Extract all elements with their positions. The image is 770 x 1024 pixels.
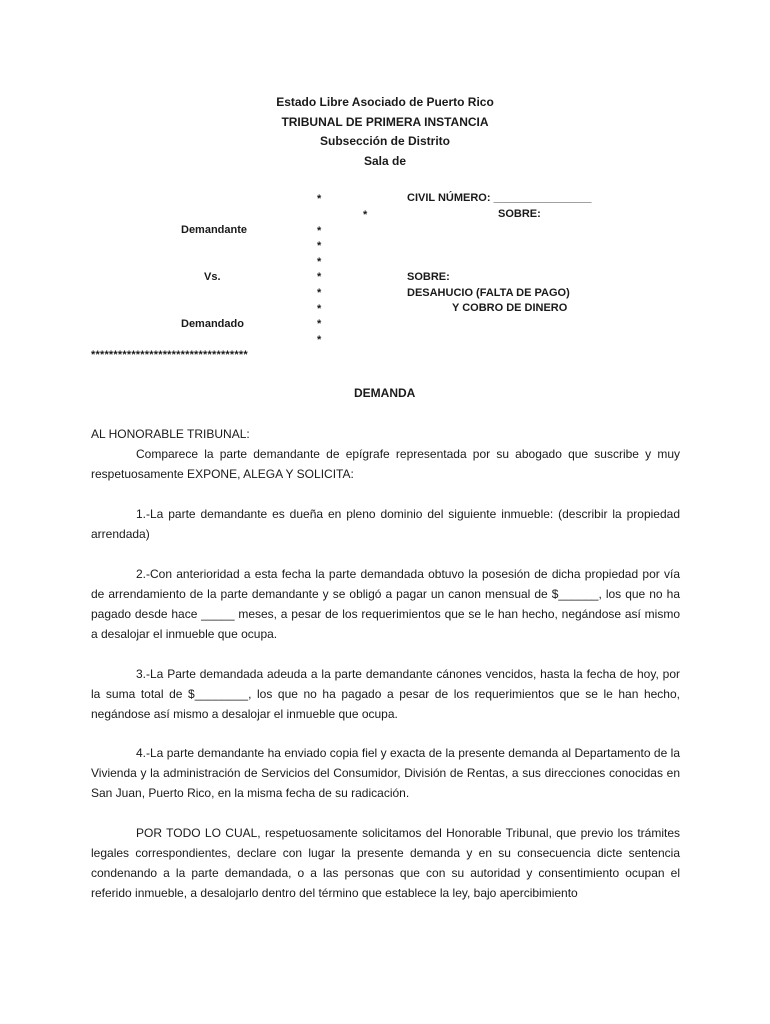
civil-number-field: CIVIL NÚMERO: ________________	[407, 192, 592, 204]
paragraph-4: 4.-La parte demandante ha enviado copia fiel y exacta de la presente demanda al Departamento de la Vivienda y la administración de Servicios del Consumidor, División de Rentas, a sus direcciones conocidas en San Juan, Puerto Rico, en la misma fecha de su radicación.	[91, 746, 680, 800]
caption-star: *	[317, 271, 322, 283]
paragraph-1: 1.-La parte demandante es dueña en pleno dominio del siguiente inmueble: (describir la propiedad arrendada)	[91, 507, 680, 541]
salutation: AL HONORABLE TRIBUNAL:	[91, 427, 250, 441]
paragraph-2: 2.-Con anterioridad a esta fecha la parte demandada obtuvo la posesión de dicha propiedad por vía de arrendamiento de la parte demandante y se obligó a pagar un canon mensual de $______, los que no ha pagado desde hace _____ meses, a pesar de los requerimientos que se le han hecho, negándose así mismo a desalojar el inmueble que ocupa.	[91, 567, 680, 641]
sobre-cobro: Y COBRO DE DINERO	[452, 302, 568, 314]
demandante-label: Demandante	[181, 224, 248, 236]
paragraph-3: 3.-La Parte demandada adeuda a la parte demandante cánones vencidos, hasta la fecha de hoy, por la suma total de $________, los que no ha pagado a pesar de los requerimientos que se le han hecho, negándose así mismo a desalojar el inmueble que ocupa.	[91, 667, 680, 721]
document-title: DEMANDA	[354, 386, 416, 400]
caption-star: *	[317, 303, 322, 315]
sobre-label: SOBRE:	[407, 271, 450, 283]
paragraph-5: POR TODO LO CUAL, respetuosamente solicitamos del Honorable Tribunal, que previo los trámites legales correspondientes, declare con lugar la presente demanda y en su consecuencia dicte sentencia condenando a la parte demandada, o a las personas que con su autoridad y consentimiento ocupan el referido inmueble, a desalojarlo dentro del término que establece la ley, bajo apercibimiento	[91, 826, 680, 900]
vs-label: Vs.	[204, 271, 221, 283]
caption-star: *	[363, 209, 368, 221]
caption-star: *	[317, 256, 322, 268]
caption-star: *	[317, 193, 322, 205]
header-court: TRIBUNAL DE PRIMERA INSTANCIA	[281, 115, 489, 129]
sobre-desahucio: DESAHUCIO (FALTA DE PAGO)	[407, 287, 570, 299]
caption-divider: ***********************************	[91, 349, 248, 361]
caption-star: *	[317, 287, 322, 299]
header-sala: Sala de	[363, 154, 407, 168]
header-subsection: Subsección de Distrito	[319, 134, 451, 148]
caption-star: *	[317, 318, 322, 330]
header-commonwealth: Estado Libre Asociado de Puerto Rico	[276, 95, 494, 109]
demandado-label: Demandado	[181, 318, 244, 330]
sobre-top-label: SOBRE:	[498, 208, 541, 220]
caption-star: *	[317, 334, 322, 346]
intro-paragraph: Comparece la parte demandante de epígrafe representada por su abogado que suscribe y muy respetuosamente EXPONE, ALEGA Y SOLICITA:	[91, 447, 680, 481]
caption-star: *	[317, 240, 322, 252]
caption-star: *	[317, 225, 322, 237]
